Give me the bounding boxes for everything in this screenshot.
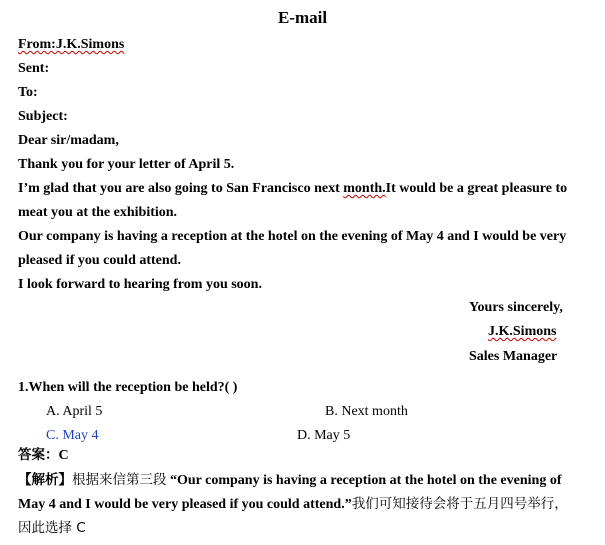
analysis-line-3: [18, 519, 86, 538]
analysis-line-1: [18, 471, 562, 490]
email-title: E-mail: [277, 8, 328, 27]
option-b: B. Next month: [325, 404, 408, 419]
p2-post: It would be a great pleasure to: [385, 181, 568, 196]
analysis-line-1-cn: 根据来信第三段: [72, 472, 167, 488]
letter-paragraph-2-line-1: [18, 180, 567, 198]
letter-paragraph-3-line-2: pleased if you could attend.: [18, 253, 181, 268]
letter-paragraph-1: Thank you for your letter of April 5.: [18, 157, 235, 172]
analysis-label: 【解析】: [18, 472, 72, 488]
analysis-line-2-cn: 我们可知接待会将于五月四号举行，: [351, 496, 568, 512]
option-d: D. May 5: [297, 428, 351, 443]
letter-greeting: Dear sir/madam,: [18, 133, 119, 148]
question-text: 1.When will the reception be held?( ): [18, 380, 238, 395]
answer-value: C: [58, 448, 69, 463]
analysis-line-2: [18, 495, 568, 514]
analysis-line-2-en: May 4 and I would be very pleased if you could attend.”: [18, 497, 352, 512]
analysis-line-1-en: “Our company is having a reception at the hotel on the evening of: [166, 473, 562, 488]
analysis-line-3-cn: 因此选择 C: [18, 520, 86, 536]
from-line: [18, 36, 124, 54]
letter-signature: J.K.Simons: [488, 324, 557, 339]
p2-misspelled-word: month.: [343, 181, 386, 196]
letter-paragraph-4: I look forward to hearing from you soon.: [18, 277, 262, 292]
subject-line: Subject:: [18, 109, 68, 124]
option-c: C. May 4: [46, 428, 99, 443]
letter-closing: Yours sincerely,: [469, 300, 563, 315]
letter-paragraph-2-line-2: meat you at the exhibition.: [18, 205, 178, 220]
p2-pre: I’m glad that you are also going to San Francisco next: [18, 181, 344, 196]
letter-paragraph-3-line-1: Our company is having a reception at the hotel on the evening of May 4 and I would be very: [18, 229, 567, 244]
letter-position: Sales Manager: [469, 349, 558, 364]
sent-line: Sent:: [18, 61, 50, 76]
from-text: From:J.K.Simons: [18, 37, 125, 52]
option-a: A. April 5: [46, 404, 103, 419]
to-line: To:: [18, 85, 38, 100]
answer-label: 答案：: [18, 447, 59, 463]
answer-line: [18, 446, 69, 465]
